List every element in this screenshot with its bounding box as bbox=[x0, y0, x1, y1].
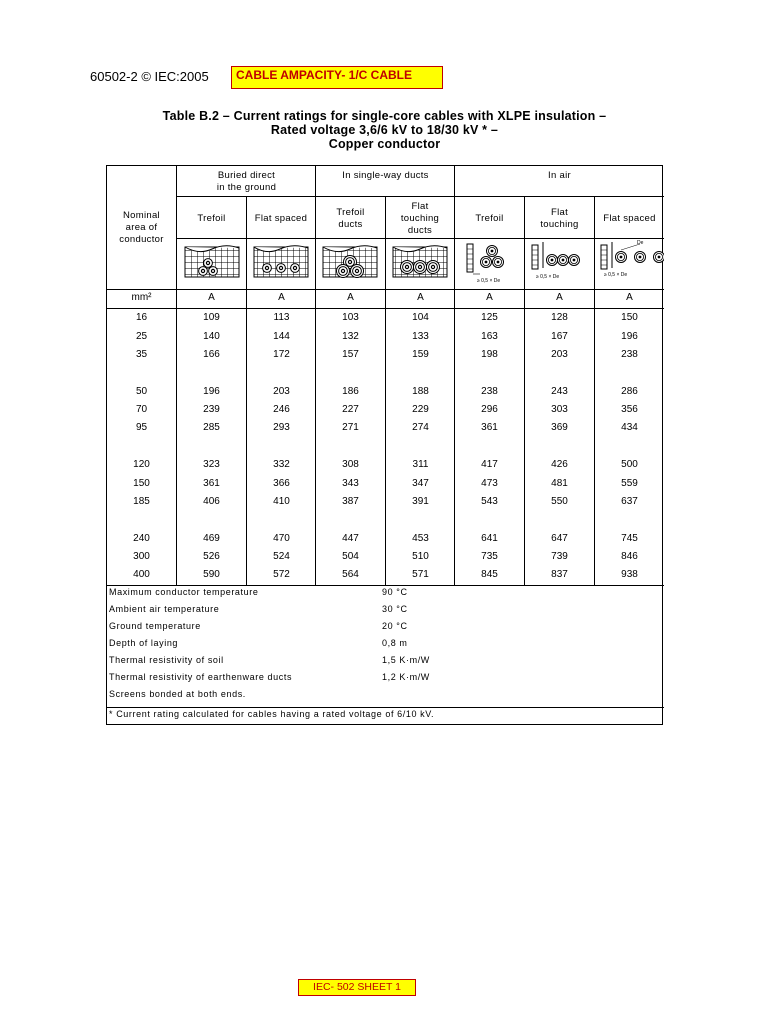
condition-label: Thermal resistivity of soil bbox=[109, 655, 224, 665]
subheader-buried-trefoil: Trefoil bbox=[197, 213, 226, 224]
current-rating-cell: 140 bbox=[203, 331, 220, 342]
current-rating-cell: 196 bbox=[203, 386, 220, 397]
current-rating-cell: 356 bbox=[621, 404, 638, 415]
current-rating-cell: 188 bbox=[412, 386, 429, 397]
current-rating-cell: 387 bbox=[342, 496, 359, 507]
footnote: * Current rating calculated for cables having a rated voltage of 6/10 kV. bbox=[109, 709, 435, 719]
conductor-area-cell: 16 bbox=[135, 312, 148, 323]
current-rating-cell: 109 bbox=[203, 312, 220, 323]
current-rating-cell: 332 bbox=[273, 459, 290, 470]
conductor-area-cell: 120 bbox=[133, 459, 150, 470]
condition-value: 20 °C bbox=[382, 621, 408, 631]
current-rating-cell: 410 bbox=[273, 496, 290, 507]
current-rating-cell: 157 bbox=[342, 349, 359, 360]
current-rating-cell: 343 bbox=[342, 478, 359, 489]
current-rating-cell: 239 bbox=[203, 404, 220, 415]
current-rating-cell: 426 bbox=[551, 459, 568, 470]
air-flat-touching-spacing-label: ≥ 0,5 × De bbox=[536, 274, 560, 280]
table-title-line-3: Copper conductor bbox=[328, 137, 441, 151]
current-rating-cell: 311 bbox=[412, 459, 429, 470]
ducts-flat-touching-diagram bbox=[393, 246, 447, 277]
air-flat-spaced-top-label: De bbox=[637, 240, 644, 246]
subheader-ducts-flat-line-1: Flat bbox=[411, 201, 429, 212]
current-rating-cell: 846 bbox=[621, 551, 638, 562]
header-nominal-line-2: area of bbox=[125, 222, 158, 233]
current-rating-cell: 564 bbox=[342, 569, 359, 580]
table-title-line-2: Rated voltage 3,6/6 kV to 18/30 kV * – bbox=[270, 123, 499, 137]
conductor-area-cell: 50 bbox=[135, 386, 148, 397]
conductor-area-cell: 70 bbox=[135, 404, 148, 415]
current-rating-cell: 938 bbox=[621, 569, 638, 580]
current-rating-cell: 735 bbox=[481, 551, 498, 562]
current-rating-cell: 470 bbox=[273, 533, 290, 544]
condition-value: 1,2 K·m/W bbox=[382, 672, 430, 682]
ducts-trefoil-diagram bbox=[323, 246, 377, 278]
current-rating-cell: 274 bbox=[412, 422, 429, 433]
current-rating-cell: 572 bbox=[273, 569, 290, 580]
current-rating-cell: 203 bbox=[551, 349, 568, 360]
condition-value: 1,5 K·m/W bbox=[382, 655, 430, 665]
current-rating-cell: 447 bbox=[342, 533, 359, 544]
header-buried-line-1: Buried direct bbox=[217, 170, 276, 181]
current-rating-cell: 510 bbox=[412, 551, 429, 562]
header-nominal-line-3: conductor bbox=[119, 234, 164, 245]
table-title-line-1: Table B.2 – Current ratings for single-core cables with XLPE insulation – bbox=[162, 109, 607, 123]
conductor-area-cell: 150 bbox=[133, 478, 150, 489]
subheader-air-flat-spaced: Flat spaced bbox=[603, 213, 656, 224]
current-rating-cell: 845 bbox=[481, 569, 498, 580]
current-ratings-table bbox=[106, 165, 663, 725]
subheader-ducts-trefoil-line-1: Trefoil bbox=[336, 207, 365, 218]
current-rating-cell: 481 bbox=[551, 478, 568, 489]
current-rating-cell: 132 bbox=[342, 331, 359, 342]
cable-ampacity-flag: CABLE AMPACITY- 1/C CABLE bbox=[231, 66, 443, 89]
conductor-area-cell: 300 bbox=[133, 551, 150, 562]
current-rating-cell: 434 bbox=[621, 422, 638, 433]
air-flat-touching-diagram bbox=[532, 242, 580, 280]
installation-diagrams bbox=[107, 238, 664, 289]
header-ducts: In single-way ducts bbox=[342, 170, 429, 181]
current-rating-cell: 166 bbox=[203, 349, 220, 360]
current-rating-cell: 133 bbox=[412, 331, 429, 342]
current-rating-cell: 559 bbox=[621, 478, 638, 489]
current-rating-cell: 271 bbox=[342, 422, 359, 433]
condition-label: Ambient air temperature bbox=[109, 604, 220, 614]
current-rating-cell: 296 bbox=[481, 404, 498, 415]
conductor-area-cell: 240 bbox=[133, 533, 150, 544]
current-rating-cell: 238 bbox=[481, 386, 498, 397]
document-reference: 60502-2 © IEC:2005 bbox=[90, 69, 209, 84]
header-nominal-line-1: Nominal bbox=[123, 210, 160, 221]
current-rating-cell: 198 bbox=[481, 349, 498, 360]
current-rating-cell: 641 bbox=[481, 533, 498, 544]
current-rating-cell: 203 bbox=[273, 386, 290, 397]
current-rating-cell: 246 bbox=[273, 404, 290, 415]
subheader-air-trefoil: Trefoil bbox=[475, 213, 504, 224]
unit-col-4: A bbox=[417, 292, 424, 303]
current-rating-cell: 745 bbox=[621, 533, 638, 544]
conductor-area-cell: 95 bbox=[135, 422, 148, 433]
current-rating-cell: 125 bbox=[481, 312, 498, 323]
current-rating-cell: 369 bbox=[551, 422, 568, 433]
condition-label: Ground temperature bbox=[109, 621, 201, 631]
current-rating-cell: 417 bbox=[481, 459, 498, 470]
current-rating-cell: 172 bbox=[273, 349, 290, 360]
current-rating-cell: 571 bbox=[412, 569, 429, 580]
conductor-area-cell: 400 bbox=[133, 569, 150, 580]
unit-col-5: A bbox=[486, 292, 493, 303]
air-trefoil-spacing-label: ≥ 0,5 × De bbox=[477, 278, 501, 284]
current-rating-cell: 144 bbox=[273, 331, 290, 342]
current-rating-cell: 453 bbox=[412, 533, 429, 544]
current-rating-cell: 590 bbox=[203, 569, 220, 580]
current-rating-cell: 504 bbox=[342, 551, 359, 562]
current-rating-cell: 500 bbox=[621, 459, 638, 470]
air-flat-spaced-gap-label: ≥ 0,5 × De bbox=[604, 272, 628, 278]
current-rating-cell: 347 bbox=[412, 478, 429, 489]
current-rating-cell: 406 bbox=[203, 496, 220, 507]
condition-label: Depth of laying bbox=[109, 638, 179, 648]
current-rating-cell: 243 bbox=[551, 386, 568, 397]
current-rating-cell: 837 bbox=[551, 569, 568, 580]
current-rating-cell: 293 bbox=[273, 422, 290, 433]
current-rating-cell: 163 bbox=[481, 331, 498, 342]
condition-label: Maximum conductor temperature bbox=[109, 587, 259, 597]
subheader-air-flat-touching-line-1: Flat bbox=[550, 207, 569, 218]
conductor-area-cell: 185 bbox=[133, 496, 150, 507]
current-rating-cell: 103 bbox=[342, 312, 359, 323]
unit-col-2: A bbox=[278, 292, 285, 303]
subheader-buried-flat-spaced: Flat spaced bbox=[254, 213, 308, 224]
subheader-ducts-flat-line-3: ducts bbox=[407, 225, 433, 236]
current-rating-cell: 128 bbox=[551, 312, 568, 323]
subheader-air-flat-touching-line-2: touching bbox=[540, 219, 579, 230]
current-rating-cell: 543 bbox=[481, 496, 498, 507]
current-rating-cell: 361 bbox=[481, 422, 498, 433]
unit-col-7: A bbox=[626, 292, 633, 303]
buried-flat-spaced-diagram bbox=[254, 246, 308, 277]
current-rating-cell: 391 bbox=[412, 496, 429, 507]
current-rating-cell: 150 bbox=[621, 312, 638, 323]
current-rating-cell: 167 bbox=[551, 331, 568, 342]
current-rating-cell: 739 bbox=[551, 551, 568, 562]
air-trefoil-diagram bbox=[467, 244, 504, 284]
current-rating-cell: 361 bbox=[203, 478, 220, 489]
current-rating-cell: 366 bbox=[273, 478, 290, 489]
current-rating-cell: 308 bbox=[342, 459, 359, 470]
unit-area: mm² bbox=[131, 292, 152, 303]
header-in-air: In air bbox=[548, 170, 571, 181]
unit-col-1: A bbox=[208, 292, 215, 303]
conductor-area-cell: 35 bbox=[135, 349, 148, 360]
current-rating-cell: 238 bbox=[621, 349, 638, 360]
unit-col-3: A bbox=[347, 292, 354, 303]
air-flat-spaced-diagram bbox=[601, 240, 664, 278]
current-rating-cell: 323 bbox=[203, 459, 220, 470]
current-rating-cell: 229 bbox=[412, 404, 429, 415]
condition-label: Thermal resistivity of earthenware ducts bbox=[109, 672, 293, 682]
header-buried-line-2: in the ground bbox=[216, 182, 277, 193]
unit-col-6: A bbox=[556, 292, 563, 303]
condition-value: 30 °C bbox=[382, 604, 408, 614]
condition-value: 0,8 m bbox=[382, 638, 408, 648]
subheader-ducts-flat-line-2: touching bbox=[400, 213, 440, 224]
current-rating-cell: 303 bbox=[551, 404, 568, 415]
current-rating-cell: 113 bbox=[273, 312, 290, 323]
current-rating-cell: 524 bbox=[273, 551, 290, 562]
current-rating-cell: 159 bbox=[412, 349, 429, 360]
current-rating-cell: 104 bbox=[412, 312, 429, 323]
current-rating-cell: 285 bbox=[203, 422, 220, 433]
current-rating-cell: 647 bbox=[551, 533, 568, 544]
current-rating-cell: 526 bbox=[203, 551, 220, 562]
buried-trefoil-diagram bbox=[185, 246, 239, 277]
current-rating-cell: 186 bbox=[342, 386, 359, 397]
current-rating-cell: 473 bbox=[481, 478, 498, 489]
current-rating-cell: 286 bbox=[621, 386, 638, 397]
current-rating-cell: 227 bbox=[342, 404, 359, 415]
current-rating-cell: 196 bbox=[621, 331, 638, 342]
current-rating-cell: 550 bbox=[551, 496, 568, 507]
current-rating-cell: 637 bbox=[621, 496, 638, 507]
sheet-label: IEC- 502 SHEET 1 bbox=[298, 979, 416, 996]
conductor-area-cell: 25 bbox=[135, 331, 148, 342]
subheader-ducts-trefoil-line-2: ducts bbox=[338, 219, 363, 230]
condition-label: Screens bonded at both ends. bbox=[109, 689, 246, 699]
current-rating-cell: 469 bbox=[203, 533, 220, 544]
condition-value: 90 °C bbox=[382, 587, 408, 597]
